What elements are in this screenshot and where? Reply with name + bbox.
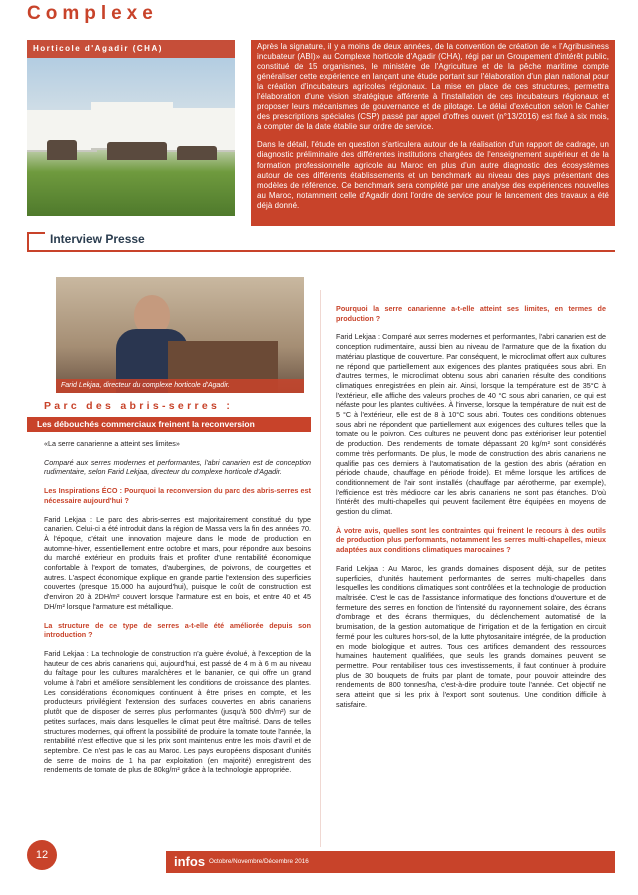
page-number: 12 <box>27 840 57 870</box>
article-subtitle: Horticole d'Agadir (CHA) <box>27 40 235 58</box>
question-2: La structure de ce type de serres a-t-elle été améliorée depuis son introduction ? <box>44 620 311 640</box>
question-4: À votre avis, quelles sont les contraintes qui freinent le recours à des outils de production plus performants, notamment les serres multi-chapelles, mieux adaptées aux conditions climatiques marocaines ? <box>336 525 606 555</box>
left-column <box>44 439 311 784</box>
interviewee-photo <box>56 277 304 393</box>
answer-2: Farid Lekjaa : La technologie de construction n'a guère évolué, à l'exception de la hauteur de ces abris canariens qui, aujourd'hui, est passé de 4 m à 6 m au niveau du faîtage pour les cultures maraîchères et le bananier, ce qui offre un grand volume à l'abri et améliore sensiblement les conditions de croissance des plantes. Les considérations économiques continuent à être prises en compte, et les producteurs privilégient l'extension des surfaces couvertes en abris canariens plutôt que de disposer de serres plus performantes (jusqu'à 500 dh/m²) sur de petites surfaces, mais dans lesquelles le climat peut être maîtrisé. Dans de telles structures modernes, qui offrent la possibilité de produire la tomate toute l'année, la rentabilité n'est effective que si les prix sont maintenus entre les mois d'avril et de septembre. Ce n'est pas le cas au Maroc. Les pays européens disposant d'unités de serre de moins de 1 ha par exploitation (en majorité) enregistrent des rendements de tomate de plus de 80kg/m² grâce à la technologie appropriée. <box>44 648 311 775</box>
magazine-logo: infos <box>174 854 206 869</box>
heading-rule <box>27 250 615 252</box>
article-title: Complexe <box>27 3 158 24</box>
lead-quote: «La serre canarienne a atteint ses limites» <box>44 439 180 448</box>
lead-summary: Comparé aux serres modernes et performantes, l'abri canarien est de conception rudimentaire, selon Farid Lekjaa, directeur du complexe horticole d'Agadir. <box>44 457 311 477</box>
intro-paragraph-1: Après la signature, il y a moins de deux années, de la convention de création de « l'Agribusiness incubateur (ABI)» au Complexe horticole d'Agadir (CHA), régi par un Groupement d'intérêt public, constitué de 15 organismes, le ministère de l'Agriculture et de la pêche maritime compte généraliser cette expérience en lançant une étude portant sur l'élaboration d'un plan national pour la création d'incubateurs agricoles régionaux. La mise en place de ces structures, permettra l'élaboration d'une vision stratégique afférente à l'installation de ces incubateurs régionaux et proposer leurs mécanismes de gouvernance et de pilotage. Le délai d'exécution selon le Cahier des prescriptions spéciales (CSP) passé par appel d'offres ouvert (n°13/2016) est fixé à six mois, à compter de la date établie sur ordre de service. <box>257 42 609 132</box>
intro-box <box>251 40 615 226</box>
intro-paragraph-2: Dans le détail, l'étude en question s'articulera autour de la réalisation d'un rapport de cadrage, un diagnostic préliminaire des différentes institutions chargées de l'enseignement supérieur et de la formation professionnelle agricole au Maroc en plus d'un autre diagnostic des écosystèmes autour de ces différents établissements et un benchmark au niveau des pays présentant des modèles de référence. Ce benchmark sera complété par une analyse des expériences nouvelles au Maroc, notamment celle d'Agadir dont l'ordre de service pour le lancement des travaux a été déjà donné. <box>257 140 609 210</box>
heading-corner-rule <box>27 232 45 250</box>
question-1: Les Inspirations ÉCO : Pourquoi la reconversion du parc des abris-serres est nécessaire aujourd'hui ? <box>44 486 311 505</box>
answer-1: Farid Lekjaa : Le parc des abris-serres est majoritairement constitué du type canarien. Celui-ci a été introduit dans la région de Massa vers la fin des années 70. À l'époque, c'était une innovation majeure dans le mode de production en automne-hiver, essentiellement entre octobre et mars, pour répondre aux besoins du marché extérieur en produits frais et profiter d'une rentabilité économique confortable à l'export de tomates, d'aubergines, de poivrons, de courgettes et autres. L'aspect économique explique en grande partie l'extension des superficies couvertes (presque 15.000 ha aujourd'hui), puisque le coût de construction est d'environ 20 à 2DH/m² couvert lorsque l'armature est en bois, et entre 40 et 45 DH/m² lorsque l'armature est métallique. <box>44 514 311 611</box>
photo-caption: Farid Lekjaa, directeur du complexe horticole d'Agadir. <box>56 379 304 393</box>
question-3: Pourquoi la serre canarienne a-t-elle atteint ses limites, en termes de production ? <box>336 304 606 323</box>
issue-date: Octobre/Novembre/Décembre 2016 <box>209 858 309 865</box>
section-title: Parc des abris-serres : <box>44 400 234 412</box>
right-column <box>336 304 606 718</box>
section-banner: Les débouchés commerciaux freinent la reconversion <box>27 417 311 432</box>
answer-4: Farid Lekjaa : Au Maroc, les grands domaines disposent déjà, sur de petites superficies, d'unités hautement performantes de serres multi-chapelles dans lesquelles les conditions climatiques sont contrôlées et la technologie de production maîtrisée. C'est le cas de l'assistance informatique des fonctions d'ouverture et de fermeture des serres en fonction de l'intensité du rayonnement solaire, des écrans d'ombrage et des écrans thermiques, du déclenchement automatisé de la brumisation, de la gestion automatique de l'irrigation et de la fertigation en circuit fermé pour les cultures hors-sol, de la lutte phytosanitaire intégrée, de la production en mode biologique et autres. Tous ces artifices demandent des ressources humaines hautement qualifiées, que seuls les grands domaines peuvent se permettre. Pour rentabiliser tous ces investissements, il faut continuer à produire plus de 30 bouquets de fruits par plant de tomate, pour pouvoir atteindre des rendements de 800 tonnes/ha, c'est-à-dire produire toute l'année. Cet objectif ne sera atteint que si les prix à l'export sont soutenus. Une condition difficile à satisfaire. <box>336 563 606 709</box>
answer-3: Farid Lekjaa : Comparé aux serres modernes et performantes, l'abri canarien est de conception rudimentaire, aussi bien au niveau de l'armature que de la fixation du matériau plastique de couverture. Par conséquent, le microclimat offert aux cultures ne répond que partiellement aux exigences des plantes pratiquées sous abri. En d'autres termes, le microclimat obtenu sous abri canarien résulte des conditions climatiques enregistrées en plein air. Ainsi, lorsque la température est de 35°C à l'extérieur, elle affiche des valeurs proches de 40 °C sous abri canarien, ce qui est néfaste pour les plantes cultivées. À l'inverse, lorsque la température de nuit est de 5 °C à l'extérieur, elle est de 8 à 10°C sous abri. Toutes ces conditions obtenues sous abri ne répondent que partiellement aux exigences des cultures telles que la tomate ou le poivron. Ces cultures ne peuvent donc pas extérioriser leur potentiel de production. Des rendements de tomate dépassant 20 kg/m² sont considérés comme très performants. De plus, le mode de construction des abris canariens ne qualifie pas ces derniers à l'automatisation de la gestion des abris (aération en période chaude, chauffage en période froide). Et même lorsque les artifices de conditionnement de l'air sont installés (chauffage par aérotherme, par exemple), l'efficience est très médiocre car les abris canariens ne sont pas étanches. D'où l'intérêt des multi-chapelles qui peuvent facilement être équipées en moyens de gestion du climat. <box>336 332 606 517</box>
interview-heading: Interview Presse <box>50 232 145 246</box>
event-photo <box>27 40 235 216</box>
